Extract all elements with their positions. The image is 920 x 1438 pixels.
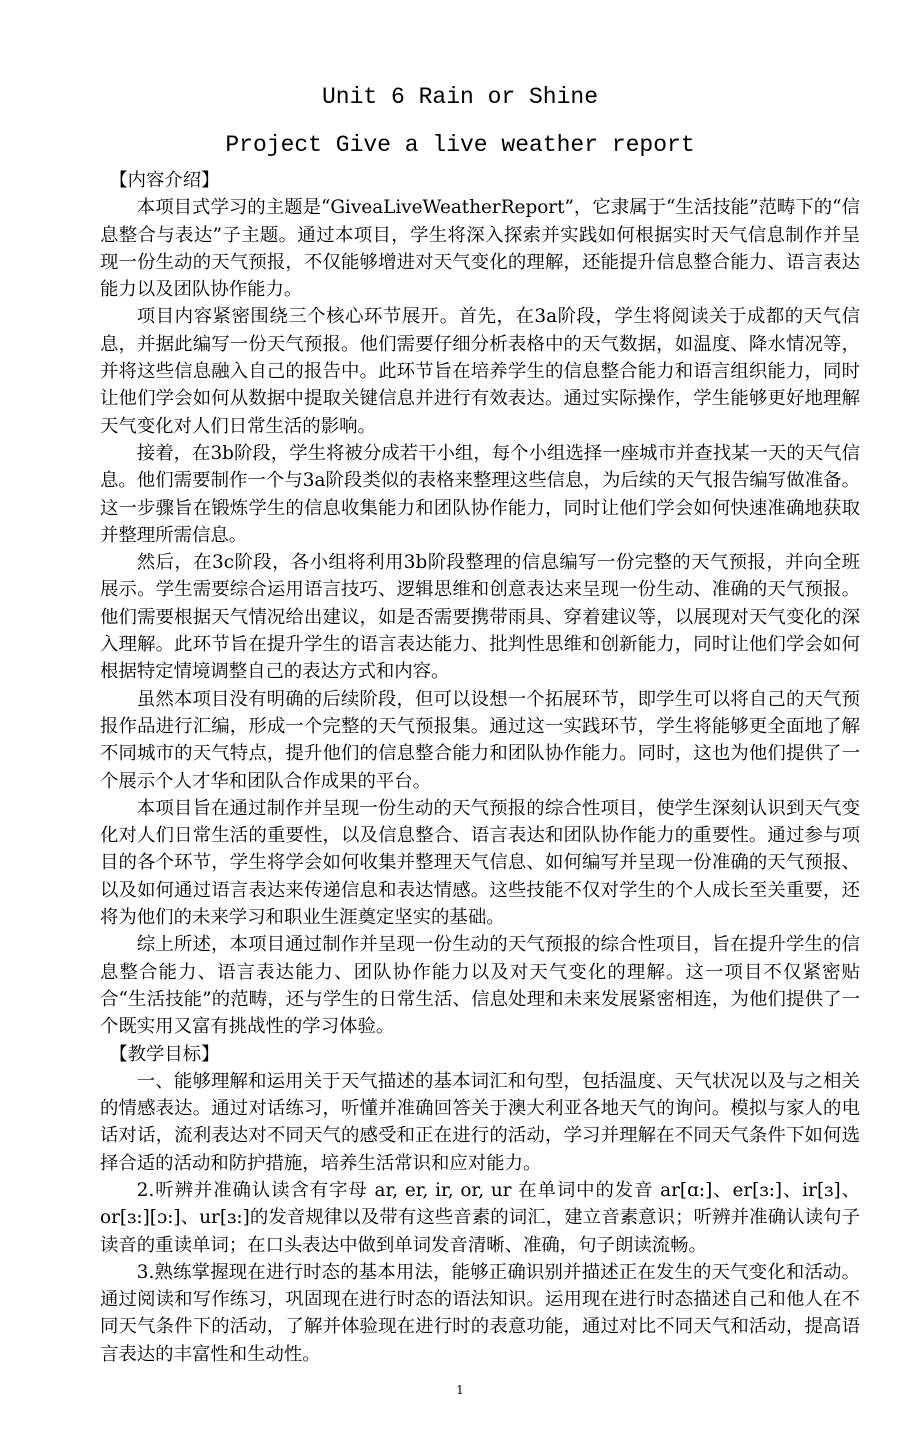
paragraph: 综上所述，本项目通过制作并呈现一份生动的天气预报的综合性项目，旨在提升学生的信息整合能力、语言表达能力、团队协作能力以及对天气变化的理解。这一项目不仅紧密贴合“生活技能”的范畴，还与学生的日常生活、信息处理和未来发展紧密相连，为他们提供了一个既实用又富有挑战性的学习体验。 <box>100 934 860 1038</box>
page-number: 1 <box>456 1383 464 1398</box>
paragraph: 本项目式学习的主题是“GiveaLiveWeatherReport”，它隶属于“生活技能”范畴下的“信息整合与表达”子主题。通过本项目，学生将深入探索并实践如何根据实时天气信息制作并呈现一份生动的天气预报，不仅能够增进对天气变化的理解，还能提升信息整合能力、语言表达能力以及团队协作能力。 <box>100 197 860 301</box>
paragraph: 3.熟练掌握现在进行时态的基本用法，能够正确识别并描述正在发生的天气变化和活动。通过阅读和写作练习，巩固现在进行时态的语法知识。运用现在进行时态描述自己和他人在不同天气条件下的活动，了解并体验现在进行时的表意功能，通过对比不同天气和活动，提高语言表达的丰富性和生动性。 <box>100 1261 860 1365</box>
document-title: Unit 6 Rain or Shine <box>321 84 599 110</box>
section-heading-goals: 【教学目标】 <box>109 1043 220 1065</box>
paragraph: 本项目旨在通过制作并呈现一份生动的天气预报的综合性项目，使学生深刻认识到天气变化对人们日常生活的重要性，以及信息整合、语言表达和团队协作能力的重要性。通过参与项目的各个环节，学生将学会如何收集并整理天气信息、如何编写并呈现一份准确的天气预报、以及如何通过语言表达来传递信息和表达情感。这些技能不仅对学生的个人成长至关重要，还将为他们的未来学习和职业生涯奠定坚实的基础。 <box>100 797 860 929</box>
document-body <box>100 167 860 1368</box>
paragraph: 接着，在3b阶段，学生将被分成若干小组，每个小组选择一座城市并查找某一天的天气信息。他们需要制作一个与3a阶段类似的表格来整理这些信息，为后续的天气报告编写做准备。这一步骤旨在锻炼学生的信息收集能力和团队协作能力，同时让他们学会如何快速准确地获取并整理所需信息。 <box>100 442 860 546</box>
paragraph: 然后，在3c阶段，各小组将利用3b阶段整理的信息编写一份完整的天气预报，并向全班展示。学生需要综合运用语言技巧、逻辑思维和创意表达来呈现一份生动、准确的天气预报。他们需要根据天气情况给出建议，如是否需要携带雨具、穿着建议等，以展现对天气变化的深入理解。此环节旨在提升学生的语言表达能力、批判性思维和创新能力，同时让他们学会如何根据特定情境调整自己的表达方式和内容。 <box>100 552 860 683</box>
paragraph: 虽然本项目没有明确的后续阶段，但可以设想一个拓展环节，即学生可以将自己的天气预报作品进行汇编，形成一个完整的天气预报集。通过这一实践环节，学生将能够更全面地了解不同城市的天气特点，提升他们的信息整合能力和团队协作能力。同时，这也为他们提供了一个展示个人才华和团队合作成果的平台。 <box>100 688 860 792</box>
paragraph: 一、能够理解和运用关于天气描述的基本词汇和句型，包括温度、天气状况以及与之相关的情感表达。通过对话练习，听懂并准确回答关于澳大利亚各地天气的询问。模拟与家人的电话对话，流利表达对不同天气的感受和正在进行的活动，学习并理解在不同天气条件下如何选择合适的活动和防护措施，培养生活常识和应对能力。 <box>100 1070 860 1174</box>
paragraph: 2.听辨并准确认读含有字母 ar, er, ir, or, ur 在单词中的发音 ar[ɑ:]、er[ɜ:]、ir[ɜ]、or[ɜ:][ɔ:]、ur[ɜ:]的发音规律以及带有这些音素的词汇，建立音素意识；听辨并准确认读句子读音的重读单词；在口头表达中做到单词发音清晰、准确，句子朗读流畅。 <box>100 1179 860 1256</box>
section-heading-intro: 【内容介绍】 <box>109 170 220 191</box>
paragraph: 项目内容紧密围绕三个核心环节展开。首先，在3a阶段，学生将阅读关于成都的天气信息，并据此编写一份天气预报。他们需要仔细分析表格中的天气数据，如温度、降水情况等，并将这些信息融入自己的报告中。此环节旨在培养学生的信息整合能力和语言组织能力，同时让他们学会如何从数据中提取关键信息并进行有效表达。通过实际操作，学生能够更好地理解天气变化对人们日常生活的影响。 <box>100 306 860 437</box>
document-subtitle: Project Give a live weather report <box>225 132 695 158</box>
